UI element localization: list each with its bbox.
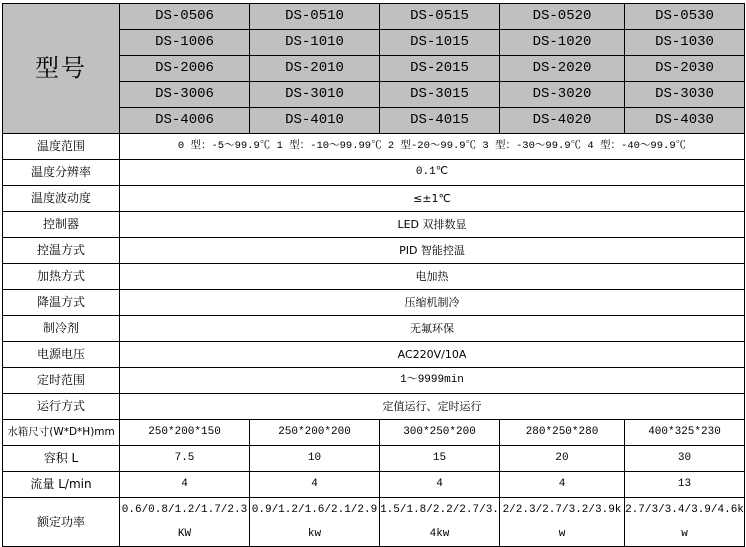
model-cell: DS-0510 <box>250 4 380 30</box>
spec-row-power-supply <box>3 342 745 368</box>
spec-row-heating-method <box>3 264 745 290</box>
spec-label: 额定功率 <box>3 498 120 547</box>
model-cell: DS-0520 <box>500 4 625 30</box>
spec-value <box>625 498 745 547</box>
spec-row-tank-size <box>3 420 745 446</box>
spec-value: 无氟环保 <box>120 316 745 342</box>
model-cell: DS-4020 <box>500 108 625 134</box>
spec-value: AC220V/10A <box>120 342 745 368</box>
power-value: 2/2.3/2.7/3.2/3.9kw <box>502 504 622 540</box>
spec-value: 7.5 <box>120 446 250 472</box>
model-cell: DS-2015 <box>380 56 500 82</box>
model-cell: DS-2010 <box>250 56 380 82</box>
model-cell: DS-2020 <box>500 56 625 82</box>
spec-label: 温度范围 <box>3 134 120 160</box>
spec-value: 0 型：-5～99.9℃ 1 型：-10～99.99℃ 2 型-20～99.9℃ 3 型：-30～99.9℃ 4 型：-40～99.9℃ <box>120 134 745 160</box>
spec-value: 电加热 <box>120 264 745 290</box>
spec-value <box>250 498 380 547</box>
spec-label: 水箱尺寸(W*D*H)mm <box>3 420 120 446</box>
model-cell: DS-2006 <box>120 56 250 82</box>
spec-value: 250*200*150 <box>120 420 250 446</box>
spec-value: 30 <box>625 446 745 472</box>
spec-row-timer-range <box>3 368 745 394</box>
spec-value: 定值运行、定时运行 <box>120 394 745 420</box>
spec-value <box>500 498 625 547</box>
spec-label: 温度波动度 <box>3 186 120 212</box>
model-header: 型号 <box>3 4 120 134</box>
model-cell: DS-1010 <box>250 30 380 56</box>
power-value: 0.9/1.2/1.6/2.1/2.9kw <box>251 504 378 540</box>
model-cell: DS-1006 <box>120 30 250 56</box>
model-cell: DS-3030 <box>625 82 745 108</box>
model-cell: DS-4030 <box>625 108 745 134</box>
power-value: 1.5/1.8/2.2/2.7/3.4kw <box>380 504 499 540</box>
spec-value: 压缩机制冷 <box>120 290 745 316</box>
model-cell: DS-1020 <box>500 30 625 56</box>
model-cell: DS-4006 <box>120 108 250 134</box>
spec-value <box>380 498 500 547</box>
spec-row-controller <box>3 212 745 238</box>
model-cell: DS-0515 <box>380 4 500 30</box>
spec-row-flow <box>3 472 745 498</box>
spec-row-refrigerant <box>3 316 745 342</box>
spec-value: 250*200*200 <box>250 420 380 446</box>
model-cell: DS-3015 <box>380 82 500 108</box>
spec-row-temp-control-method <box>3 238 745 264</box>
spec-value <box>120 498 250 547</box>
spec-value: 280*250*280 <box>500 420 625 446</box>
spec-label: 加热方式 <box>3 264 120 290</box>
spec-row-volume <box>3 446 745 472</box>
spec-row-temperature-fluctuation <box>3 186 745 212</box>
spec-value: ≤±1℃ <box>120 186 745 212</box>
spec-label: 制冷剂 <box>3 316 120 342</box>
spec-value: 4 <box>120 472 250 498</box>
spec-table <box>2 3 745 547</box>
spec-label: 电源电压 <box>3 342 120 368</box>
power-value: 2.7/3/3.4/3.9/4.6kw <box>625 504 744 540</box>
model-cell: DS-1030 <box>625 30 745 56</box>
spec-row-cooling-method <box>3 290 745 316</box>
model-cell: DS-0530 <box>625 4 745 30</box>
spec-label: 容积 L <box>3 446 120 472</box>
spec-row-temperature-resolution <box>3 160 745 186</box>
model-cell: DS-4015 <box>380 108 500 134</box>
spec-value: 0.1℃ <box>120 160 745 186</box>
power-value: 0.6/0.8/1.2/1.7/2.3KW <box>121 504 248 540</box>
model-cell: DS-3020 <box>500 82 625 108</box>
spec-row-operation-mode <box>3 394 745 420</box>
spec-row-temperature-range <box>3 134 745 160</box>
spec-value: 4 <box>380 472 500 498</box>
model-cell: DS-0506 <box>120 4 250 30</box>
spec-value: 15 <box>380 446 500 472</box>
model-row <box>3 4 745 30</box>
spec-value: 4 <box>500 472 625 498</box>
spec-row-rated-power <box>3 498 745 547</box>
spec-label: 控制器 <box>3 212 120 238</box>
spec-value: 10 <box>250 446 380 472</box>
model-cell: DS-2030 <box>625 56 745 82</box>
spec-value: 13 <box>625 472 745 498</box>
model-cell: DS-4010 <box>250 108 380 134</box>
model-cell: DS-3006 <box>120 82 250 108</box>
model-cell: DS-3010 <box>250 82 380 108</box>
spec-value: PID 智能控温 <box>120 238 745 264</box>
spec-value: 400*325*230 <box>625 420 745 446</box>
spec-value: 1～9999min <box>120 368 745 394</box>
model-cell: DS-1015 <box>380 30 500 56</box>
spec-label: 流量 L/min <box>3 472 120 498</box>
spec-label: 定时范围 <box>3 368 120 394</box>
spec-value: 4 <box>250 472 380 498</box>
spec-value: LED 双排数显 <box>120 212 745 238</box>
spec-value: 300*250*200 <box>380 420 500 446</box>
spec-label: 运行方式 <box>3 394 120 420</box>
spec-value: 20 <box>500 446 625 472</box>
spec-label: 温度分辨率 <box>3 160 120 186</box>
spec-label: 控温方式 <box>3 238 120 264</box>
spec-label: 降温方式 <box>3 290 120 316</box>
